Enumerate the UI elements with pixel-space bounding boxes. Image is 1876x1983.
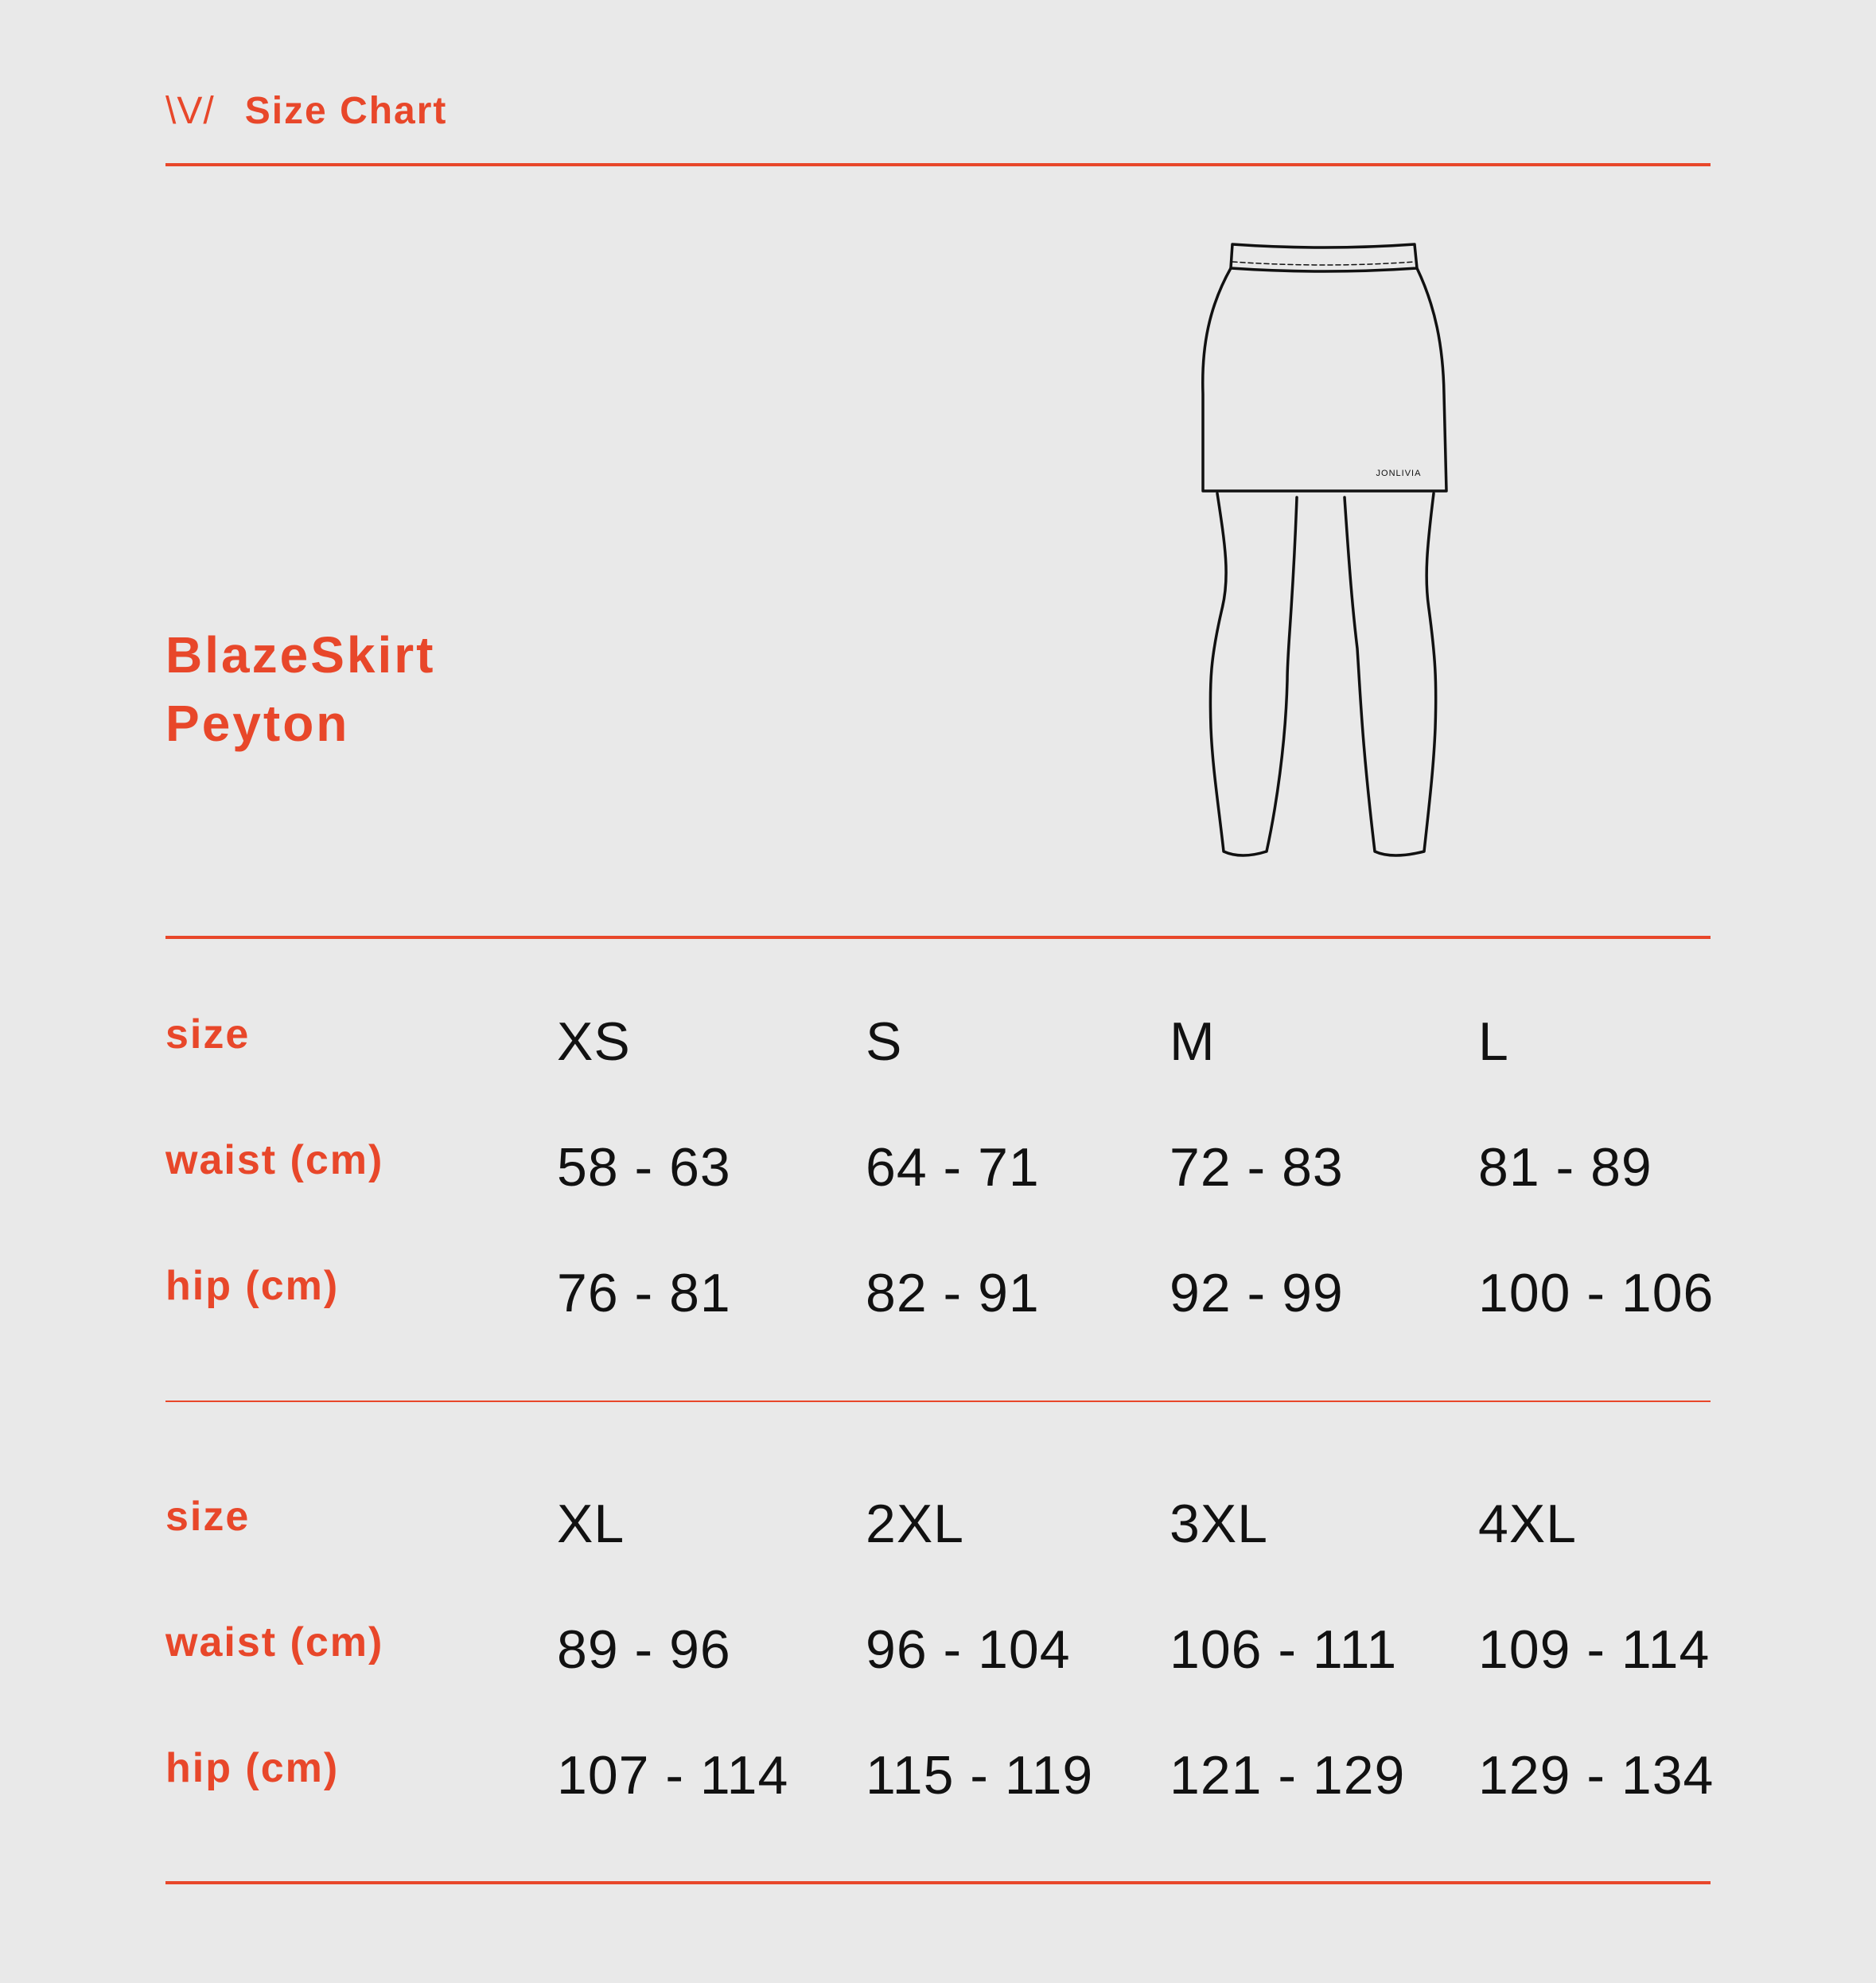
- product-name-line1: BlazeSkirt: [165, 626, 436, 684]
- page-header: [165, 89, 447, 133]
- row-label: waist (cm): [165, 1137, 384, 1183]
- table-cell: 129 - 134: [1478, 1745, 1714, 1806]
- waist-row: [165, 1619, 1711, 1690]
- table-cell: 100 - 106: [1478, 1263, 1714, 1323]
- brand-logo: \V/: [165, 90, 215, 132]
- size-row: [165, 1011, 1711, 1082]
- table-cell: 115 - 119: [866, 1745, 1094, 1806]
- table-cell: 107 - 114: [557, 1745, 789, 1806]
- table-cell: 58 - 63: [557, 1137, 731, 1198]
- skirt-leggings-icon: [1193, 235, 1456, 863]
- header-divider: [165, 163, 1711, 166]
- row-label: size: [165, 1011, 251, 1058]
- table-cell: S: [866, 1011, 903, 1072]
- table-cell: L: [1478, 1011, 1509, 1072]
- table-cell: 92 - 99: [1170, 1263, 1344, 1323]
- table-cell: 96 - 104: [866, 1619, 1071, 1680]
- hip-row: [165, 1262, 1714, 1334]
- table-cell: 76 - 81: [557, 1263, 731, 1323]
- product-name: [165, 621, 435, 758]
- row-label: hip (cm): [165, 1745, 340, 1791]
- garment-brand-mark: JONLIVIA: [1376, 469, 1422, 478]
- table-cell: 72 - 83: [1170, 1137, 1344, 1198]
- table-cell: 2XL: [866, 1494, 964, 1554]
- product-name-line2: Peyton: [165, 695, 350, 752]
- table-cell: M: [1170, 1011, 1216, 1072]
- table-cell: 106 - 111: [1170, 1619, 1398, 1680]
- table-cell: 4XL: [1478, 1494, 1577, 1554]
- size-row: [165, 1493, 1711, 1564]
- table-cell: 121 - 129: [1170, 1745, 1406, 1806]
- section-divider: [165, 936, 1711, 939]
- row-label: hip (cm): [165, 1263, 340, 1309]
- table-cell: XL: [557, 1494, 625, 1554]
- waist-row: [165, 1136, 1711, 1208]
- hip-row: [165, 1744, 1714, 1816]
- table-cell: 82 - 91: [866, 1263, 1040, 1323]
- footer-divider: [165, 1881, 1711, 1884]
- table-cell: 109 - 114: [1478, 1619, 1711, 1680]
- table-cell: 64 - 71: [866, 1137, 1040, 1198]
- table-divider: [165, 1401, 1711, 1402]
- page-title: Size Chart: [244, 90, 448, 132]
- table-cell: 3XL: [1170, 1494, 1268, 1554]
- row-label: size: [165, 1494, 251, 1540]
- row-label: waist (cm): [165, 1619, 384, 1665]
- table-cell: XS: [557, 1011, 631, 1072]
- table-cell: 89 - 96: [557, 1619, 731, 1680]
- table-cell: 81 - 89: [1478, 1137, 1652, 1198]
